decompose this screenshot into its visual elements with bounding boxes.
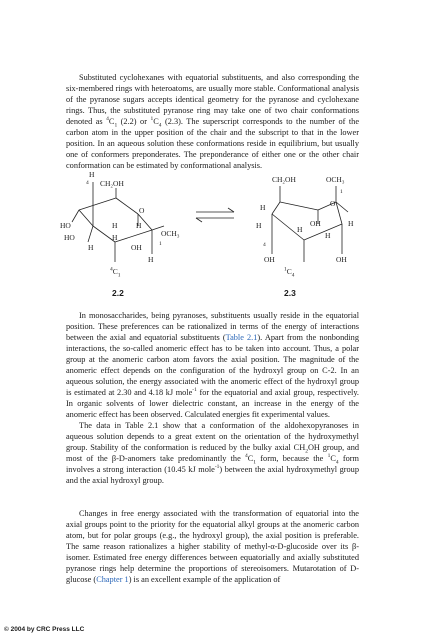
right-h-right2: H	[325, 231, 331, 240]
table-2-1-link[interactable]: Table 2.1	[225, 333, 258, 343]
paragraph-conformations: Substituted cyclohexanes with equatorial substituents, and also corresponding the six-membered rings with heteroatoms, are usually more stable. Conformational analysis of the pyranose sugars accepts identical geometry for the pyranose and cyclohexane rings. Thus, the substituted pyranose ring may take one of two chair conformations denoted as $^4C_1$ (2.2) or $^1C_4$ (2.3). The superscript corresponds to the number of the carbon atom in the upper position of the chair and the subscript to that in the lower position. In an aqueous solution these conformations reside in equilibrium, but usually one of conformers preponderates. The preponderance of either one or the other chair conformation can be estimated by conformational analysis.	[66, 73, 359, 171]
left-h-bottom2: H	[148, 255, 154, 264]
right-h-left1: H	[260, 203, 266, 212]
compound-number-2-3: 2.3	[284, 288, 296, 298]
paragraph-free-energy: Changes in free energy associated with the transformation of equatorial into the axial groups point to the priority for the equatorial alkyl groups at the anomeric carbon atom, but for polar groups (e.g., the hydroxyl group), the axial position is preferable. The same reason rationalizes a higher stability of methyl-α-D-glucoside over its β-isomer. Estimated free energy differences between equatorially and axially substituted pyranose rings help determine the proportions of stereoisomers. Mutarotation of D-glucose (Chapter 1) is an excellent example of the application of	[66, 509, 359, 585]
left-conformation-label: $^4C_1$	[110, 266, 121, 279]
right-oh-inner: OH	[310, 219, 321, 228]
right-oh-bottom1: OH	[264, 255, 275, 264]
left-ch2oh: CH₂OH	[100, 179, 124, 188]
chair-conformation-figure	[60, 162, 370, 282]
left-oh: OH	[131, 243, 142, 252]
left-ring-num-4: 4	[86, 180, 89, 186]
left-h-mid2: H	[136, 221, 142, 230]
left-h-bottom1: H	[88, 243, 94, 252]
left-h-mid3: H	[112, 233, 118, 242]
right-oh-bottom2: OH	[336, 255, 347, 264]
left-h-mid1: H	[112, 221, 118, 230]
copyright-footer: © 2004 by CRC Press LLC	[4, 626, 85, 633]
left-ring-oxygen: O	[139, 206, 145, 215]
left-ho-lower: HO	[64, 233, 75, 242]
left-ring-num-1: 1	[159, 241, 162, 247]
paragraph-anomeric-effect: In monosaccharides, being pyranoses, substituents usually reside in the equatorial position. These preferences can be rationalized in terms of the energy of interactions between the axial and equatorial substituents (Table 2.1). Apart from the nonbonding interactions, the so-called anomeric effect has to be taken into account. Thus, a polar group at the anomeric carbon atom favors the axial position. The magnitude of the anomeric effect depends on the configuration of the hydroxyl group on C-2. In an aqueous solution, the energy associated with the anomeric effect of the hydroxyl group is estimated at 2.30 and 4.18 kJ mole$^{-1}$ for the equatorial and axial group, respectively. In organic solvents of lower dielectric constant, an increase in the energy of the anomeric effect has been observed. Calculated energies fit experimental values.	[66, 311, 360, 420]
right-ch2oh: CH₂OH	[272, 175, 296, 184]
compound-number-2-2: 2.2	[112, 288, 124, 298]
right-ring-num-1: 1	[340, 189, 343, 195]
chapter-1-link[interactable]: Chapter 1	[96, 575, 129, 585]
right-h-inner: H	[297, 225, 303, 234]
right-ring-num-4: 4	[263, 242, 266, 248]
right-conformation-label: $^1C_4$	[284, 266, 295, 279]
paragraph-hydroxymethyl: The data in Table 2.1 show that a conformation of the aldohexopyranoses in aqueous solution depends to a great extent on the orientation of the hydroxymethyl group. Stability of the conformation is reduced by the bulky axial $CH_2OH$ group, and most of the β-D-anomers take predominantly the $^4C_1$ form, because the $^1C_4$ form involves a strong interaction (10.45 kJ mole$^{-1}$) between the axial hydroxymethyl group and the axial hydroxyl group.	[66, 421, 359, 486]
right-ring-oxygen: O	[330, 199, 336, 208]
left-ho-upper: HO	[60, 221, 71, 230]
right-och3: OCH₃	[326, 175, 345, 184]
left-och3: OCH₃	[161, 229, 180, 238]
right-h-left2: H	[256, 221, 262, 230]
right-h-right: H	[348, 219, 354, 228]
left-h-top: H	[89, 170, 95, 179]
